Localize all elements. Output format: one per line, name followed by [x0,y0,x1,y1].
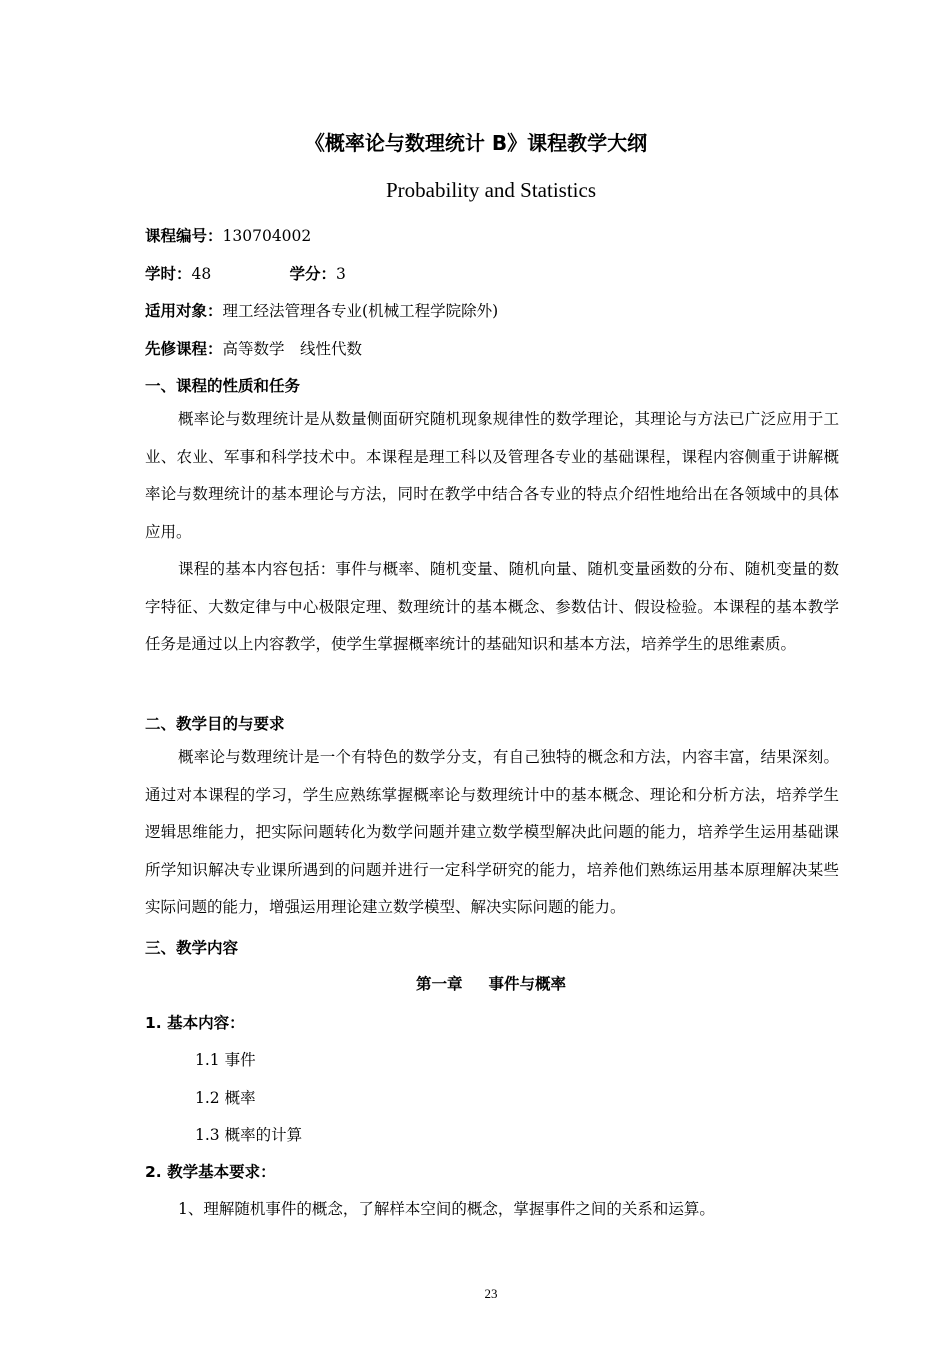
course-code-value: 130704002 [222,227,312,245]
prereq-value: 高等数学 线性代数 [222,340,363,358]
audience-label: 适用对象： [145,302,223,320]
section-3-heading: 三、教学内容 [145,939,239,957]
audience-line [145,299,498,321]
credits-label: 学分： [289,265,337,283]
page-title: 《概率论与数理统计 B》课程教学大纲 [304,131,648,155]
page-subtitle: Probability and Statistics [386,178,596,202]
prereq-line [145,337,362,359]
hours-value: 48 [191,265,212,283]
prereq-label: 先修课程： [145,340,223,358]
chapter-title: 事件与概率 [488,975,567,993]
hours-label: 学时： [145,265,192,283]
content-item: 1.1 事件 [195,1051,256,1069]
section-1-heading: 一、课程的性质和任务 [145,377,301,395]
section-1-paragraph-1: 概率论与数理统计是从数量侧面研究随机现象规律性的数学理论，其理论与方法已广泛应用于工业、农业、军事和科学技术中。本课程是理工科以及管理各专业的基础课程，课程内容侧重于讲解概率论与数理统计的基本理论与方法，同时在教学中结合各专业的特点介绍性地给出在各领域中的具体应用。 [145,410,839,541]
section-2-heading: 二、教学目的与要求 [145,715,285,733]
content-item: 1.2 概率 [195,1089,256,1107]
chapter-heading [0,972,952,994]
content-item: 1.3 概率的计算 [195,1126,303,1144]
course-code-label: 课程编号： [145,227,223,245]
section-2-paragraph-1: 概率论与数理统计是一个有特色的数学分支，有自己独特的概念和方法，内容丰富，结果深刻。通过对本课程的学习，学生应熟练掌握概率论与数理统计中的基本概念、理论和分析方法，培养学生逻辑思维能力，把实际问题转化为数学问题并建立数学模型解决此问题的能力，培养学生运用基础课所学知识解决专业课所遇到的问题并进行一定科学研究的能力，培养他们熟练运用基本原理解决某些实际问题的能力，增强运用理论建立数学模型、解决实际问题的能力。 [145,748,839,916]
course-code-line [145,224,311,246]
requirements-heading: 2. 教学基本要求： [145,1163,276,1181]
hours-credits-line [145,262,346,284]
requirement-item: 1、理解随机事件的概念，了解样本空间的概念，掌握事件之间的关系和运算。 [178,1200,715,1218]
chapter-number: 第一章 [415,975,463,993]
basic-content-heading: 1. 基本内容： [145,1014,245,1032]
page-number: 23 [484,1286,498,1301]
audience-value: 理工经法管理各专业(机械工程学院除外) [222,302,499,320]
section-1-paragraph-2: 课程的基本内容包括：事件与概率、随机变量、随机向量、随机变量函数的分布、随机变量的数字特征、大数定律与中心极限定理、数理统计的基本概念、参数估计、假设检验。本课程的基本教学任务是通过以上内容教学，使学生掌握概率统计的基础知识和基本方法，培养学生的思维素质。 [145,560,839,653]
credits-value: 3 [336,265,346,283]
